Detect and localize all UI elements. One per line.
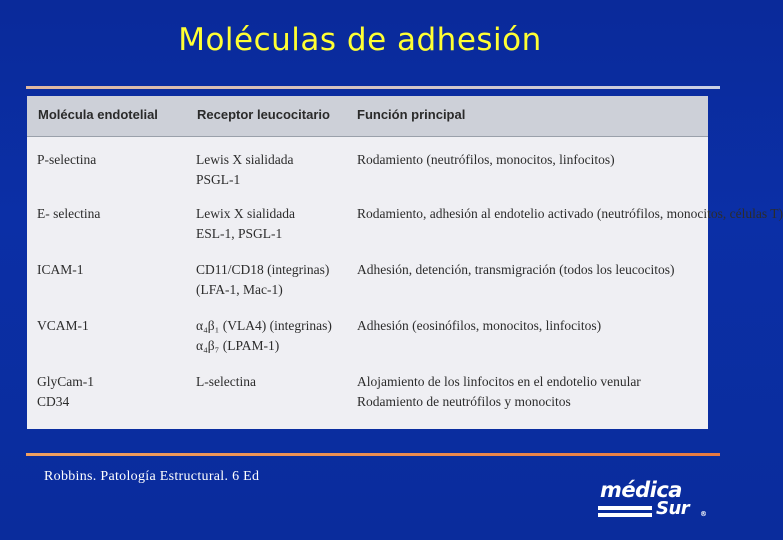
cell-receptor-row5 [196,372,256,392]
cell-molecule-row3 [37,260,84,280]
cell-molecule-row4 [37,316,89,336]
function-line: Rodamiento, adhesión al endotelio activado (neutrófilos, monocitos, células T) [357,206,783,221]
logo-stripe [598,506,652,510]
citation-text: Robbins. Patología Estructural. 6 Ed [44,469,260,484]
logo-text-bottom: Sur [656,498,690,519]
cell-molecule-row2 [37,204,100,224]
function-line: Adhesión, detención, transmigración (todos los leucocitos) [357,262,675,277]
header-leukocyte-receptor: Receptor leucocitario [197,107,330,122]
medica-sur-logo [598,478,708,522]
receptor-line: ESL-1, PSGL-1 [196,226,283,241]
receptor-line: PSGL-1 [196,172,241,187]
table-header [27,96,708,137]
molecule-line: P-selectina [37,152,97,167]
receptor-line: L-selectina [196,374,256,389]
cell-function-row3 [357,260,675,280]
receptor-line: CD11/CD18 (integrinas) [196,262,330,277]
cell-receptor-row2 [196,204,295,244]
cell-receptor-row4 [196,316,332,356]
receptor-line: (LFA-1, Mac-1) [196,282,283,297]
cell-function-row4 [357,316,601,336]
function-line: Adhesión (eosinófilos, monocitos, linfocitos) [357,318,602,333]
molecule-line: GlyCam-1 [37,374,94,389]
header-main-function: Función principal [357,107,466,122]
header-endothelial-molecule: Molécula endotelial [38,107,158,122]
cell-function-row5 [357,372,641,412]
molecule-line: CD34 [37,394,70,409]
cell-molecule-row5 [37,372,94,412]
adhesion-table [27,96,783,429]
molecule-line: E- selectina [37,206,101,221]
logo-text-top: médica [600,478,682,502]
molecule-line: ICAM-1 [37,262,84,277]
cell-molecule-row1 [37,150,96,170]
slide-title: Moléculas de adhesión [178,22,542,58]
cell-receptor-row1 [196,150,293,190]
function-line: Rodamiento (neutrófilos, monocitos, linfocitos) [357,152,615,167]
receptor-line: Lewis X sialidada [196,152,294,167]
receptor-line: Lewix X sialidada [196,206,295,221]
receptor-line: α₄β₇ (LPAM-1) [196,338,280,353]
function-line: Rodamiento de neutrófilos y monocitos [357,394,571,409]
bottom-divider [26,453,720,456]
molecule-line: VCAM-1 [37,318,89,333]
cell-function-row2 [357,204,783,224]
receptor-line: α₄β₁ (VLA4) (integrinas) [196,318,332,333]
function-line: Alojamiento de los linfocitos en el endotelio venular [357,374,641,389]
cell-function-row1 [357,150,615,170]
logo-stripe [598,513,652,517]
top-divider [26,86,720,89]
cell-receptor-row3 [196,260,329,300]
logo-registered-mark: ® [700,510,707,518]
